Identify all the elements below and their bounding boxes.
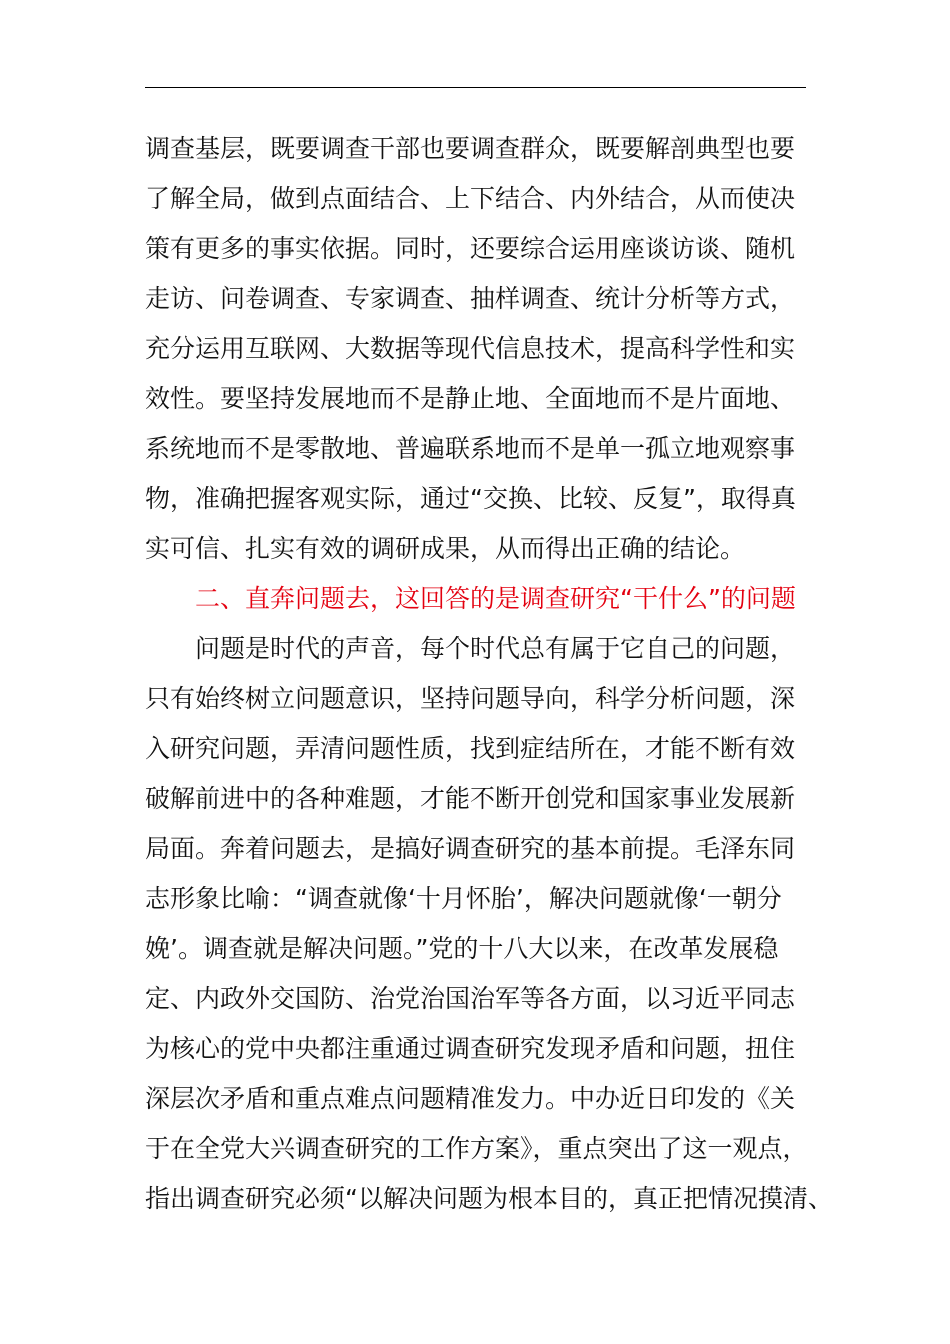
text-line: 了解全局，做到点面结合、上下结合、内外结合，从而使决	[145, 184, 796, 213]
text-line: 调查基层，既要调查干部也要调查群众，既要解剖典型也要	[145, 134, 796, 163]
text-line: 娩’。调查就是解决问题。”党的十八大以来，在改革发展稳	[145, 934, 779, 963]
text-line: 充分运用互联网、大数据等现代信息技术，提高科学性和实	[145, 334, 796, 363]
text-line: 系统地而不是零散地、普遍联系地而不是单一孤立地观察事	[145, 434, 796, 463]
text-line: 入研究问题，弄清问题性质，找到症结所在，才能不断有效	[145, 734, 796, 763]
text-line: 于在全党大兴调查研究的工作方案》，重点突出了这一观点，	[145, 1134, 808, 1163]
header-rule	[145, 87, 806, 88]
text-line: 物，准确把握客观实际，通过“交换、比较、反复”，取得真	[145, 484, 796, 513]
paragraph-1	[145, 124, 809, 574]
text-line: 策有更多的事实依据。同时，还要综合运用座谈访谈、随机	[145, 234, 796, 263]
text-line: 只有始终树立问题意识，坚持问题导向，科学分析问题，深	[145, 684, 796, 713]
text-line: 为核心的党中央都注重通过调查研究发现矛盾和问题，扭住	[145, 1034, 796, 1063]
paragraph-2	[145, 624, 833, 1224]
text-line: 定、内政外交国防、治党治国治军等各方面，以习近平同志	[145, 984, 796, 1013]
text-line: 实可信、扎实有效的调研成果，从而得出正确的结论。	[145, 534, 746, 563]
section-heading: 二、直奔问题去，这回答的是调查研究“干什么”的问题	[195, 584, 796, 613]
text-line: 深层次矛盾和重点难点问题精准发力。中办近日印发的《关	[145, 1084, 796, 1113]
text-line: 志形象比喻：“调查就像‘十月怀胎’，解决问题就像‘一朝分	[145, 884, 782, 913]
text-line: 走访、问卷调查、专家调查、抽样调查、统计分析等方式，	[145, 284, 796, 313]
text-line: 效性。要坚持发展地而不是静止地、全面地而不是片面地、	[145, 384, 796, 413]
text-line: 破解前进中的各种难题，才能不断开创党和国家事业发展新	[145, 784, 796, 813]
text-line: 局面。奔着问题去，是搞好调查研究的基本前提。毛泽东同	[145, 834, 796, 863]
text-line: 指出调查研究必须“以解决问题为根本目的，真正把情况摸清、	[145, 1184, 833, 1213]
document-body	[145, 124, 833, 1224]
text-line: 问题是时代的声音，每个时代总有属于它自己的问题，	[195, 634, 796, 663]
